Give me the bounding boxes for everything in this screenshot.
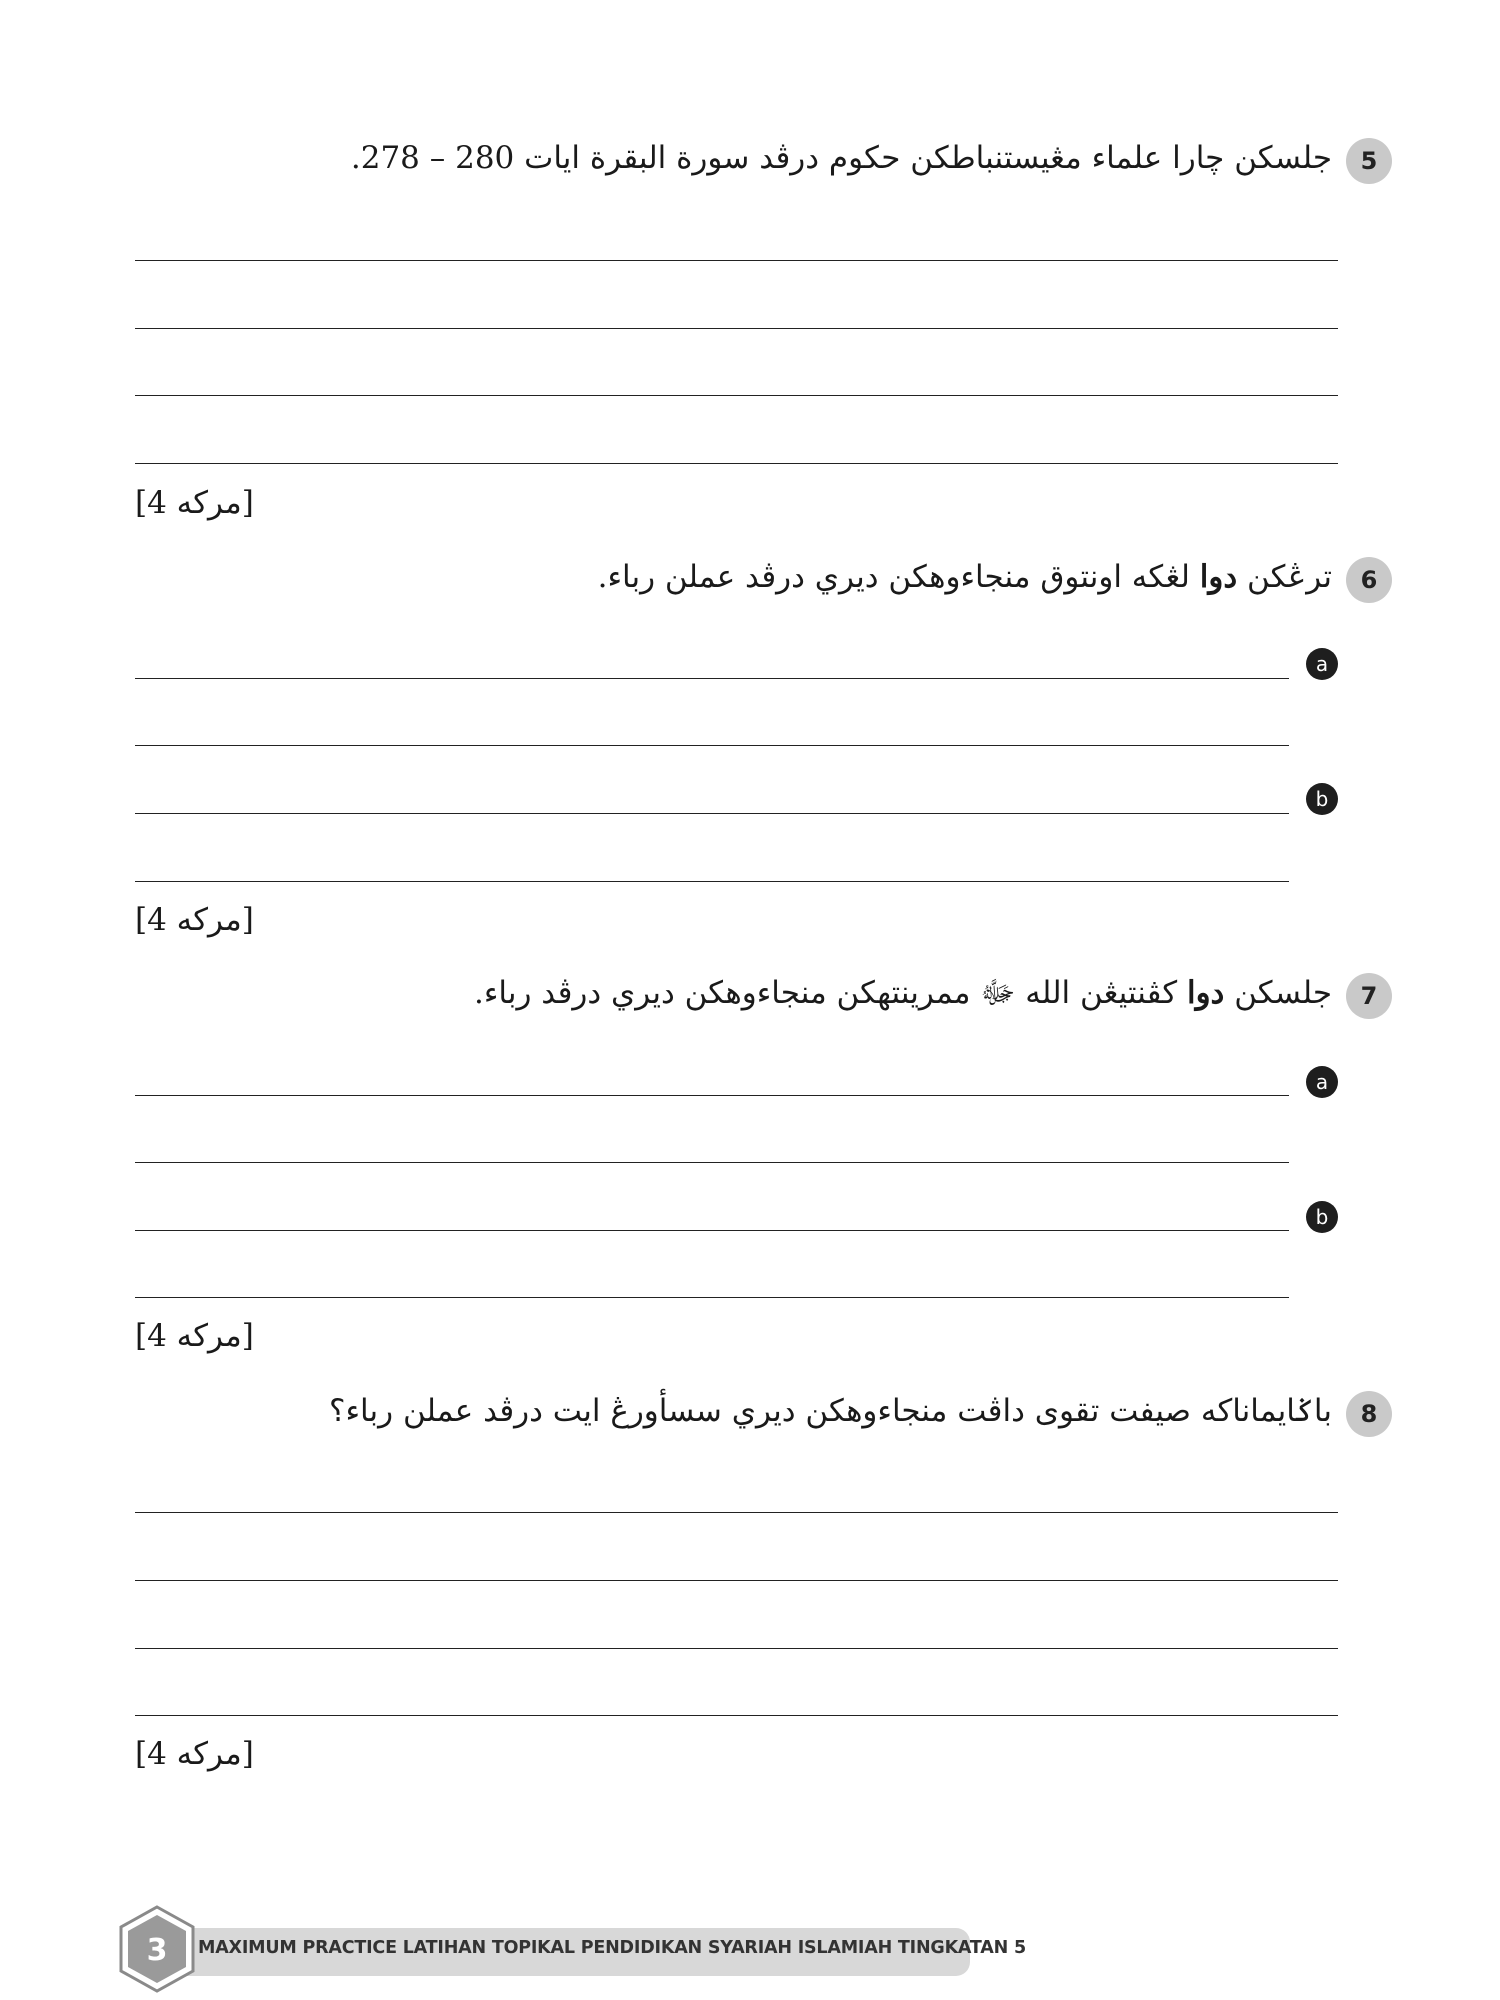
sub-item-badge-a: a: [1306, 648, 1338, 680]
answer-line[interactable]: [135, 1095, 1289, 1096]
question-text-part: جلسکن: [1224, 975, 1332, 1011]
marks-label: [4 مرکه]: [135, 485, 254, 521]
marks-label: [4 مرکه]: [135, 902, 254, 938]
question-text-part: لڠکه اونتوق منجاءوهکن ديري درڤد عملن رباء.: [597, 559, 1200, 595]
answer-line[interactable]: [135, 328, 1338, 329]
question-text-part: باݢايماناکه صيفت تقوى داڤت منجاءوهکن ديري سسأورڠ ايت درڤد عملن رباء؟: [329, 1393, 1332, 1429]
answer-line[interactable]: [135, 1580, 1338, 1581]
answer-line[interactable]: [135, 813, 1289, 814]
answer-line[interactable]: [135, 1297, 1289, 1298]
sub-item-badge-b: b: [1306, 1201, 1338, 1233]
question-text-part: کڤنتيڠن الله ﷻ ممرينتهکن منجاءوهکن ديري درڤد رباء.: [473, 975, 1187, 1011]
marks-label: [4 مرکه]: [135, 1736, 254, 1772]
question-text-part: ترڠکن: [1237, 559, 1332, 595]
page-number: 3: [146, 1933, 168, 1968]
footer-title: MAXIMUM PRACTICE LATIHAN TOPIKAL PENDIDIKAN SYARIAH ISLAMIAH TINGKATAN 5: [198, 1938, 1026, 1958]
question-text-bold: دوا: [1199, 559, 1238, 595]
question-text-part: جلسکن چارا علماء مڠيستنباطکن حکوم درڤد سورة البقرة ايات 280 – 278.: [350, 140, 1332, 176]
sub-item-badge-b: b: [1306, 783, 1338, 815]
question-text: [351, 140, 1332, 177]
page-number-hexagon-icon: [118, 1905, 196, 1993]
answer-line[interactable]: [135, 260, 1338, 261]
question-text: [474, 975, 1332, 1012]
answer-line[interactable]: [135, 1162, 1289, 1163]
marks-label: [4 مرکه]: [135, 1318, 254, 1354]
question-number-badge: 8: [1346, 1391, 1392, 1437]
question-text: [329, 1393, 1332, 1430]
question-number-badge: 6: [1346, 557, 1392, 603]
question-text: [598, 559, 1332, 596]
question-number-badge: 7: [1346, 973, 1392, 1019]
answer-line[interactable]: [135, 395, 1338, 396]
question-number-badge: 5: [1346, 138, 1392, 184]
answer-line[interactable]: [135, 1715, 1338, 1716]
answer-line[interactable]: [135, 745, 1289, 746]
sub-item-badge-a: a: [1306, 1066, 1338, 1098]
answer-line[interactable]: [135, 1512, 1338, 1513]
answer-line[interactable]: [135, 678, 1289, 679]
answer-line[interactable]: [135, 463, 1338, 464]
answer-line[interactable]: [135, 1230, 1289, 1231]
question-text-bold: دوا: [1186, 975, 1225, 1011]
answer-line[interactable]: [135, 1648, 1338, 1649]
answer-line[interactable]: [135, 881, 1289, 882]
